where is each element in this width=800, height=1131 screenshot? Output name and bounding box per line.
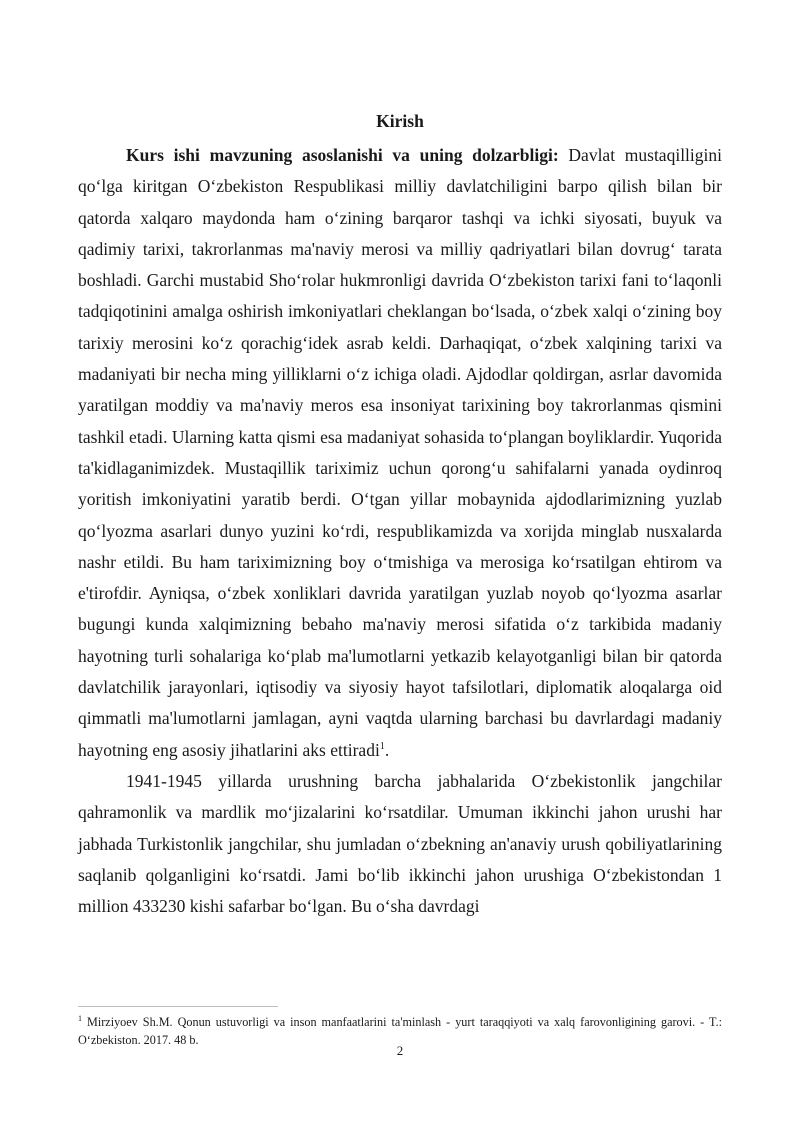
paragraph-war: 1941-1945 yillarda urushning barcha jabhalarida O‘zbekistonlik jangchilar qahramonlik va mardlik mo‘jizalarini ko‘rsatdilar. Umuman ikkinchi jahon urushi har jabhada Turkistonlik jangchilar, shu jumladan o‘zbekning an'anaviy urush qobiliyatlarining saqlanib qolganligini ko‘rsatdi. Jami bo‘lib ikkinchi jahon urushiga O‘zbekistondan 1 million 433230 kishi safarbar bo‘lgan. Bu o‘sha davrdagi [78,770,722,917]
paragraph-intro [78,140,722,766]
paragraph-lead: Kurs ishi mavzuning asoslanishi va uning dolzarbligi: [126,145,559,165]
paragraph-intro-end: . [384,739,390,760]
footnote-text: Mirziyoev Sh.M. Qonun ustuvorligi va inson manfaatlarini ta'minlash - yurt taraqqiyoti va xalq farovonligining garovi. - T.: O‘zbekiston. 2017. 48 b. [78,1015,722,1047]
footnote-reference[interactable]: 1 [379,740,385,752]
section-heading: Kirish [376,111,424,131]
paragraph-intro-text: Davlat mustaqilligini qo‘lga kiritgan O‘zbekiston Respublikasi milliy davlatchiligini barpo qilish bilan bir qatorda xalqaro maydonda ham o‘zining barqaror tashqi va ichki siyosati, buyuk va qadimiy tarixi, takrorlanmas ma'naviy merosi va milliy qadriyatlari bilan dovrug‘ tarata boshladi. Garchi mustabid Sho‘rolar hukmronligi davrida O‘zbekiston tarixi fani to‘laqonli tadqiqotinini amalga oshirish imkoniyatlari cheklangan bo‘lsada, o‘zbek xalqi o‘zining boy tarixiy merosini ko‘z qorachig‘idek asrab keldi. Darhaqiqat, o‘zbek xalqining tarixi va madaniyati bir necha ming yilliklarni o‘z ichiga oladi. Ajdodlar qoldirgan, asrlar davomida yaratilgan moddiy va ma'naviy meros esa insoniyat tarixining boy takrorlanmas qismini tashkil etadi. Ularning katta qismi esa madaniyat sohasida to‘plangan boyliklardir. Yuqorida ta'kidlaganimizdek. Mustaqillik tariximiz uchun qorong‘u sahifalarni yanada oydinroq yoritish imkoniyatini yaratib berdi. O‘tgan yillar mobaynida ajdodlarimizning yuzlab qo‘lyozma asarlari dunyo yuzini ko‘rdi, respublikamizda va xorijda minglab nusxalarda nashr etildi. Bu ham tariximizning boy o‘tmishiga va merosiga ko‘rsatilgan ehtirom va e'tirofdir. Ayniqsa, o‘zbek xonliklari davrida yaratilgan yuzlab noyob qo‘lyozma asarlar bugungi kunda xalqimizning bebaho ma'naviy merosi sifatida o‘z tarkibida madaniy hayotning turli sohalariga ko‘plab ma'lumotlarni yetkazib kelayotganligi bilan bir qatorda davlatchilik jarayonlari, iqtisodiy va siyosiy hayot tafsilotlari, diplomatik aloqalarga oid qimmatli ma'lumotlarni jamlagan, ayni vaqtda ularning barchasi bu davrlardagi madaniy hayotning eng asosiy jihatlarini aks ettiradi [78,145,722,760]
page-number: 2 [396,1043,404,1058]
footnote-separator [78,1006,278,1007]
footnote-marker: 1 [78,1013,82,1023]
body-text [78,140,722,922]
